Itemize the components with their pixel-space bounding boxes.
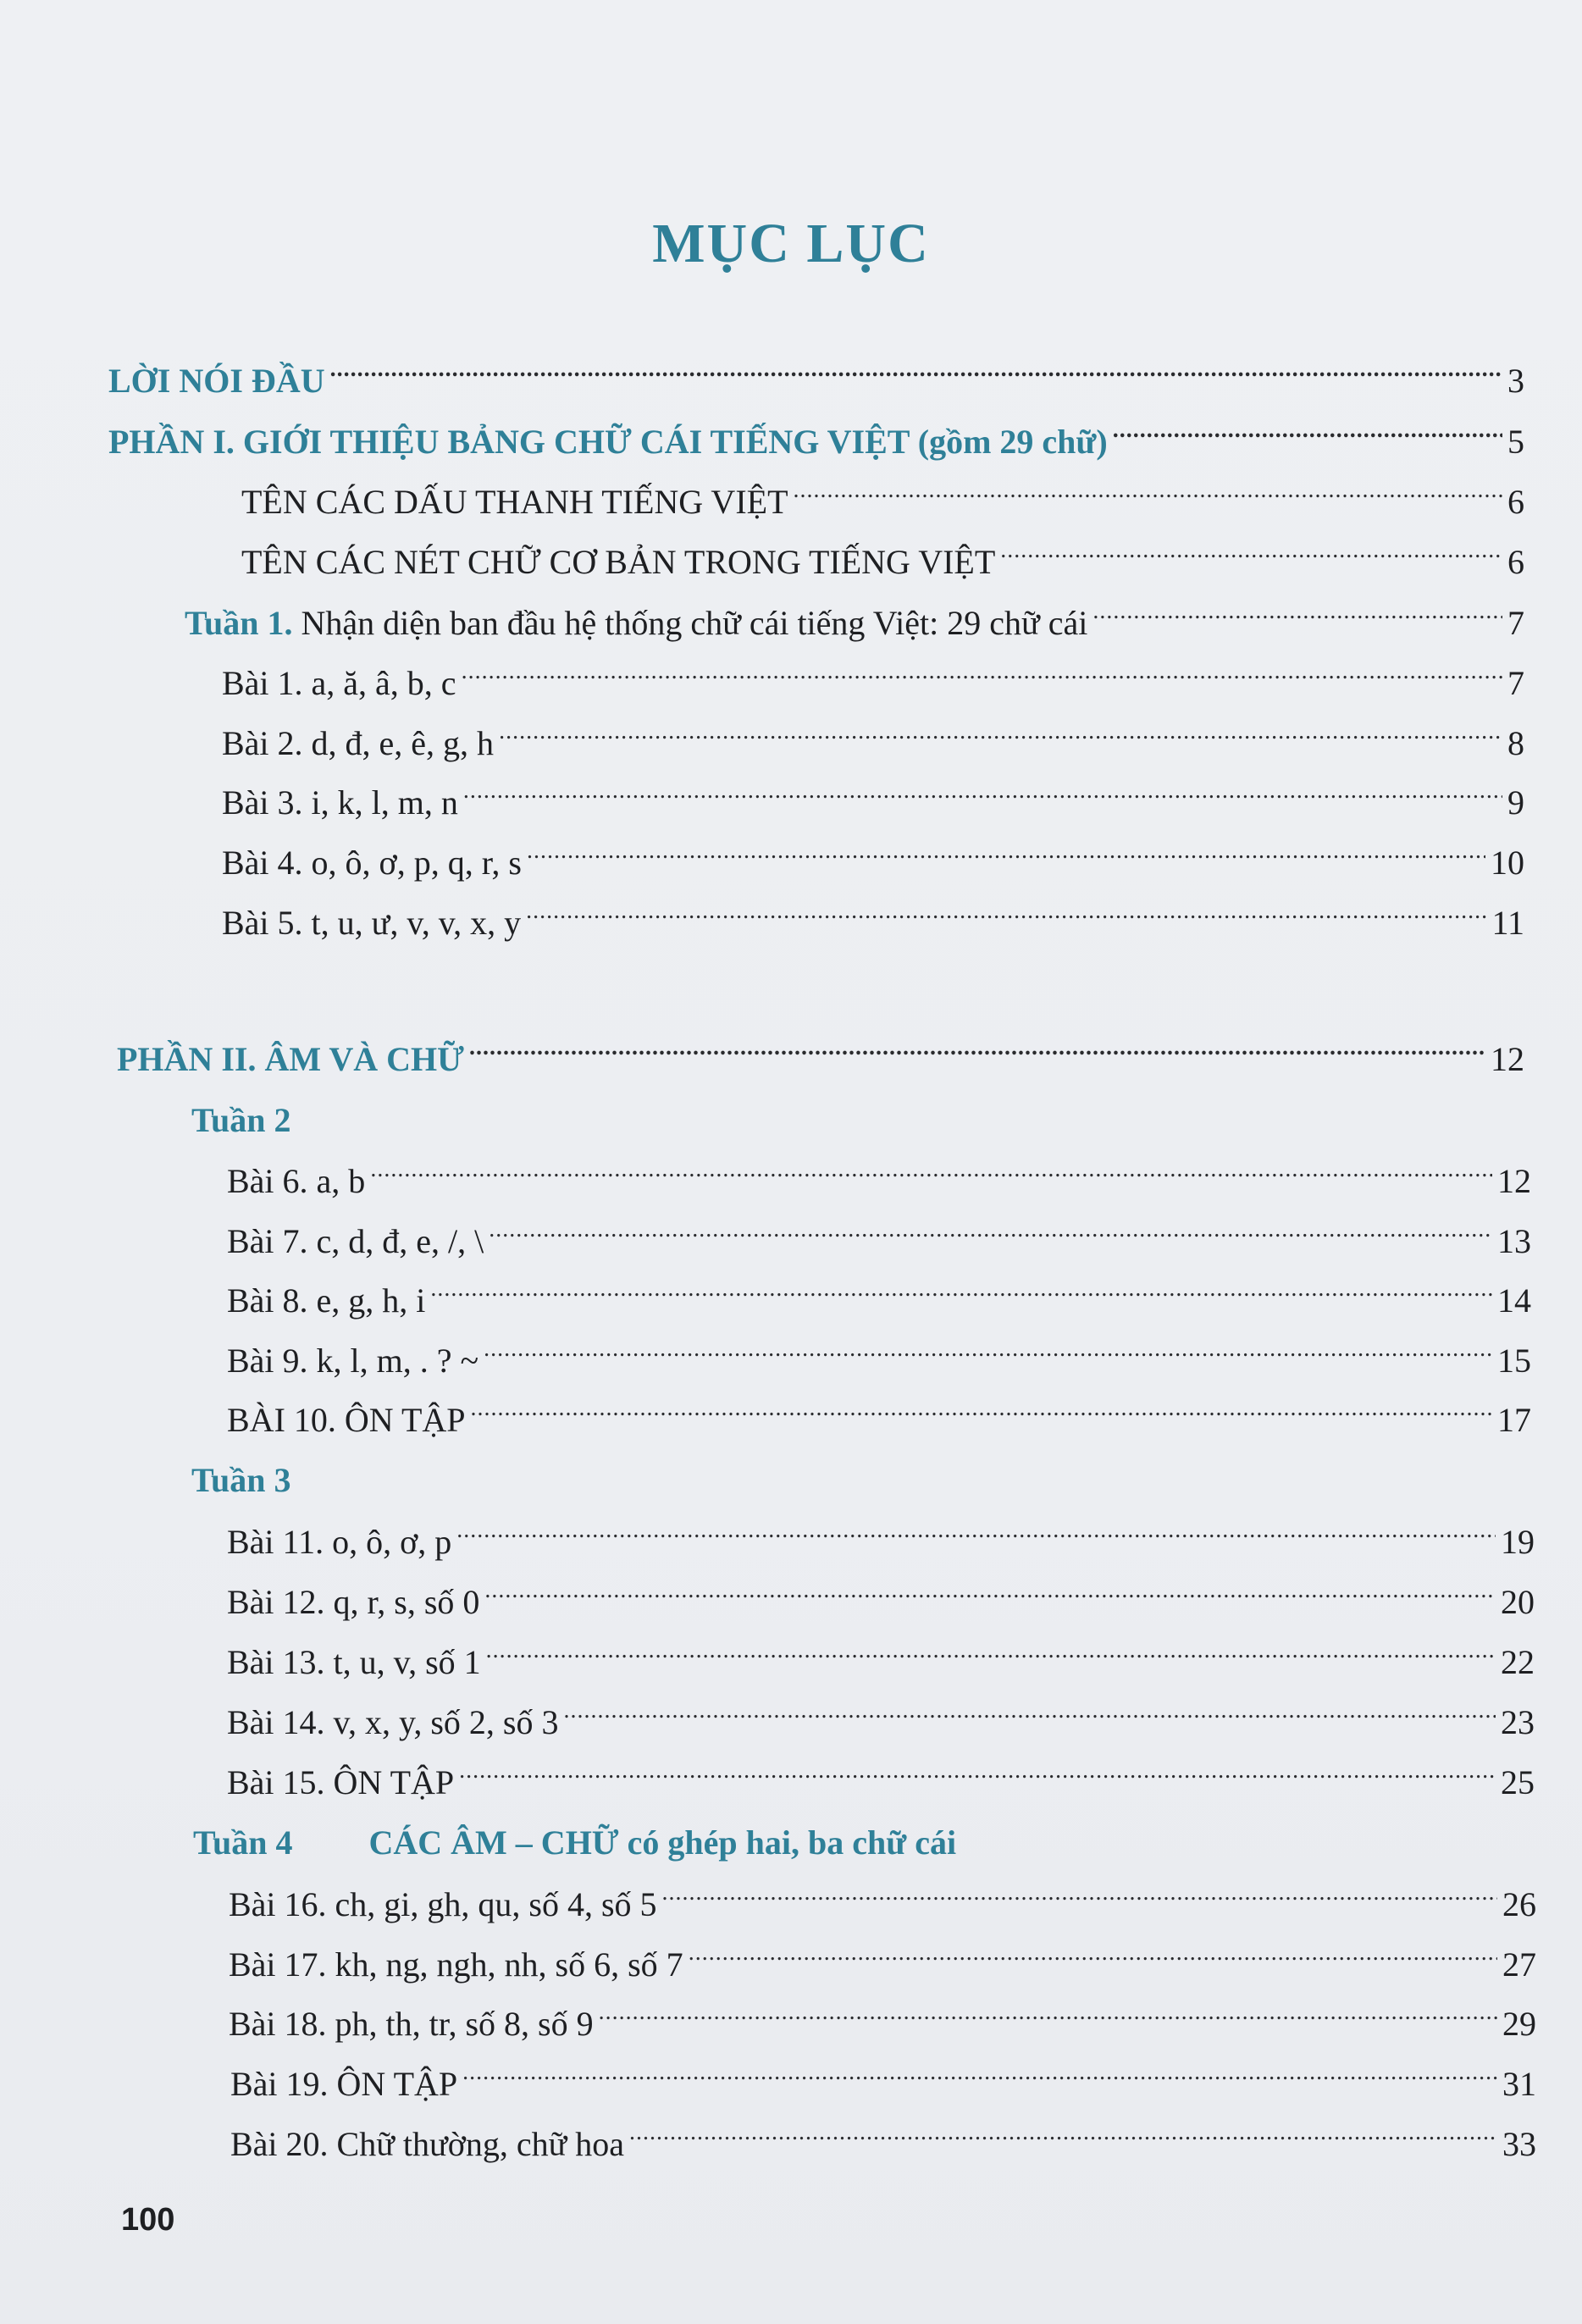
- dot-leader: [330, 344, 1502, 395]
- dot-leader: [463, 766, 1502, 816]
- dot-leader: [462, 646, 1502, 697]
- dot-leader: [462, 2047, 1497, 2098]
- toc-entry-page: 22: [1501, 1643, 1535, 1681]
- dot-leader: [662, 1868, 1497, 1918]
- toc-entry: [229, 1879, 1536, 1930]
- toc-entry-page: 6: [1507, 543, 1524, 581]
- dot-leader: [456, 1505, 1496, 1556]
- toc-entry-page: 17: [1497, 1401, 1531, 1439]
- week-heading-3: Tuần 3: [191, 1461, 291, 1499]
- toc-entry: [241, 477, 1524, 528]
- toc-entry-label: Bài 15. ÔN TẬP: [227, 1763, 455, 1801]
- dot-leader: [1113, 405, 1502, 456]
- toc-entry-label: TÊN CÁC DẤU THANH TIẾNG VIỆT: [241, 483, 788, 521]
- toc-entry-label: Bài 18. ph, th, tr, số 8, số 9: [229, 2005, 594, 2043]
- toc-entry-label: Bài 13. t, u, v, số 1: [227, 1643, 481, 1681]
- toc-entry: [227, 1697, 1535, 1748]
- toc-entry-page: 27: [1502, 1945, 1536, 1984]
- toc-entry: [227, 1216, 1531, 1267]
- toc-entry: [222, 658, 1524, 709]
- dot-leader: [563, 1685, 1496, 1736]
- toc-entry-page: 31: [1502, 2065, 1536, 2103]
- toc-entry-page: 7: [1507, 664, 1524, 702]
- toc-entry-label: TÊN CÁC NÉT CHỮ CƠ BẢN TRONG TIẾNG VIỆT: [241, 543, 996, 581]
- week-heading-4: [193, 1818, 956, 1868]
- toc-entry: [227, 1637, 1535, 1688]
- toc-entry-page: 20: [1501, 1583, 1535, 1621]
- toc-entry-label: LỜI NÓI ĐẦU: [108, 362, 325, 400]
- toc-entry-page: 23: [1501, 1703, 1535, 1741]
- toc-entry-label: Bài 6. a, b: [227, 1162, 366, 1200]
- toc-entry-page: 14: [1497, 1281, 1531, 1320]
- toc-entry: [241, 537, 1524, 588]
- toc-entry-label: Bài 8. e, g, h, i: [227, 1281, 426, 1320]
- dot-leader: [499, 706, 1502, 757]
- dot-leader: [471, 1383, 1492, 1434]
- dot-leader: [459, 1746, 1496, 1796]
- toc-entry-label: Bài 4. o, ô, ơ, p, q, r, s: [222, 844, 522, 882]
- dot-leader: [526, 886, 1486, 937]
- toc-entry-page: 8: [1507, 724, 1524, 762]
- toc-entry-label: Bài 14. v, x, y, số 2, số 3: [227, 1703, 559, 1741]
- toc-entry-label: Bài 19. ÔN TẬP: [230, 2065, 458, 2103]
- toc-entry-label: Bài 9. k, l, m, . ? ~: [227, 1342, 479, 1380]
- toc-entry-page: 12: [1497, 1162, 1531, 1200]
- dot-leader: [599, 1987, 1497, 2038]
- toc-entry: [229, 1939, 1536, 1990]
- toc-entry-page: 9: [1507, 783, 1524, 822]
- toc-entry-label: PHẦN I. GIỚI THIỆU BẢNG CHỮ CÁI TIẾNG VIỆT (gồm 29 chữ): [108, 423, 1108, 461]
- toc-entry: [227, 1156, 1531, 1207]
- dot-leader: [1092, 586, 1502, 637]
- toc-entry-page: 15: [1497, 1342, 1531, 1380]
- toc-entry-label: Bài 3. i, k, l, m, n: [222, 783, 458, 822]
- toc-entry-page: 12: [1491, 1040, 1524, 1078]
- toc-entry-label: Bài 7. c, d, đ, e, /, \: [227, 1222, 484, 1260]
- toc-entry-page: 29: [1502, 2005, 1536, 2043]
- toc-entry-week-1: [185, 598, 1524, 649]
- toc-entry: [230, 2059, 1536, 2110]
- toc-entry-page: 7: [1507, 604, 1524, 642]
- toc-entry-preface: [108, 356, 1524, 407]
- toc-entry-page: 26: [1502, 1885, 1536, 1923]
- toc-entry-label: Bài 20. Chữ thường, chữ hoa: [230, 2125, 625, 2163]
- toc-entry-page: 11: [1491, 904, 1524, 942]
- week-description: Nhận diện ban đầu hệ thống chữ cái tiếng Việt: 29 chữ cái: [292, 604, 1088, 642]
- dot-leader: [486, 1625, 1496, 1676]
- toc-entry-label: Bài 1. a, ă, â, b, c: [222, 664, 456, 702]
- toc-entry-page: 3: [1507, 362, 1524, 400]
- week-heading-2: Tuần 2: [191, 1101, 291, 1139]
- toc-entry-label: [185, 598, 1087, 649]
- dot-leader: [794, 465, 1502, 516]
- dot-leader: [370, 1144, 1492, 1195]
- toc-entry-label: Bài 16. ch, gi, gh, qu, số 4, số 5: [229, 1885, 657, 1923]
- toc-entry-page: 33: [1502, 2125, 1536, 2163]
- toc-entry: [229, 1999, 1536, 2050]
- dot-leader: [527, 826, 1485, 877]
- toc-entry-label: Bài 17. kh, ng, ngh, nh, số 6, số 7: [229, 1945, 683, 1984]
- dot-leader: [1000, 525, 1502, 576]
- toc-entry: [222, 898, 1524, 949]
- toc-entry: [227, 1275, 1531, 1326]
- toc-entry-label: Bài 2. d, đ, e, ê, g, h: [222, 724, 495, 762]
- toc-entry: [227, 1577, 1535, 1628]
- dot-leader: [629, 2107, 1497, 2158]
- toc-entry: [222, 777, 1524, 828]
- toc-entry-label: Bài 12. q, r, s, số 0: [227, 1583, 480, 1621]
- toc-entry: [230, 2119, 1536, 2170]
- week-label: Tuần 4: [193, 1823, 293, 1862]
- toc-entry-page: 5: [1507, 423, 1524, 461]
- week-label: Tuần 1.: [185, 604, 293, 642]
- toc-entry-part-2: [117, 1034, 1524, 1085]
- toc-entry: [227, 1517, 1535, 1568]
- toc-entry-page: 6: [1507, 483, 1524, 521]
- toc-entry-page: 25: [1501, 1763, 1535, 1801]
- page-number: 100: [121, 2202, 175, 2238]
- toc-entry: [227, 1336, 1531, 1386]
- toc-entry-page: 13: [1497, 1222, 1531, 1260]
- page-title: MỤC LỤC: [652, 213, 930, 274]
- toc-entry-label: PHẦN II. ÂM VÀ CHỮ: [117, 1040, 464, 1078]
- toc-entry-label: BÀI 10. ÔN TẬP: [227, 1401, 466, 1439]
- dot-leader: [484, 1324, 1492, 1375]
- week-topic: CÁC ÂM – CHỮ có ghép hai, ba chữ cái: [368, 1823, 957, 1862]
- dot-leader: [430, 1264, 1492, 1314]
- toc-entry-label: Bài 5. t, u, ư, v, v, x, y: [222, 904, 522, 942]
- toc-entry: [222, 838, 1524, 888]
- dot-leader: [484, 1565, 1496, 1616]
- toc-entry: [227, 1757, 1535, 1808]
- dot-leader: [689, 1928, 1497, 1978]
- toc-entry: [222, 718, 1524, 769]
- toc-entry-page: 19: [1501, 1523, 1535, 1561]
- toc-entry: [227, 1395, 1531, 1446]
- toc-entry-part-1: [108, 417, 1524, 468]
- dot-leader: [489, 1204, 1492, 1255]
- toc-entry-label: Bài 11. o, ô, ơ, p: [227, 1523, 452, 1561]
- dot-leader: [469, 1022, 1485, 1073]
- toc-entry-page: 10: [1491, 844, 1524, 882]
